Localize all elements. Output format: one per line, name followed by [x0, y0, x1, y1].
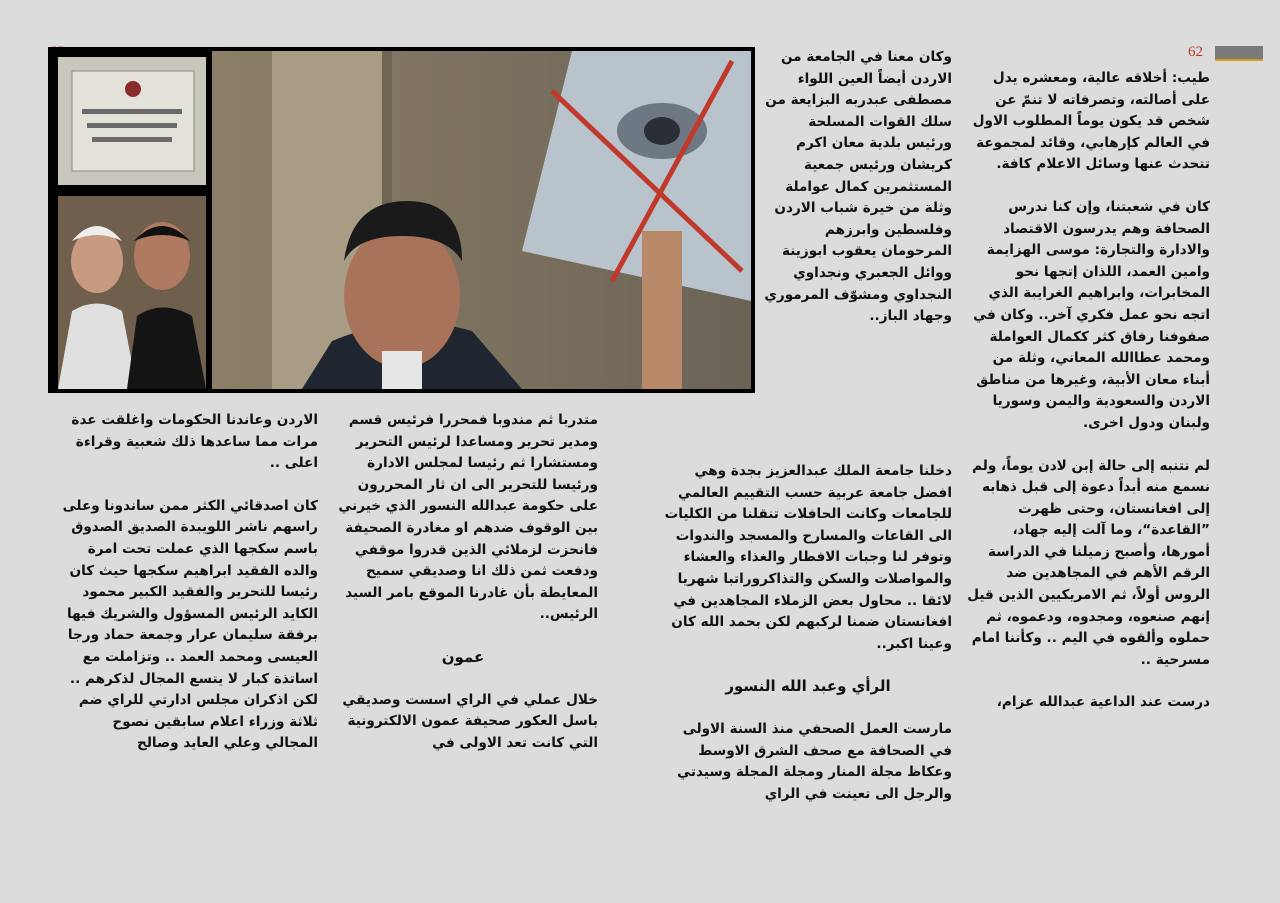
plaque-photo: [58, 57, 206, 185]
paragraph: مارست العمل الصحفي منذ السنة الاولى في الصحافة مع صحف الشرق الاوسط وعكاظ مجلة المنار ومجلة المجلة وسيدتي والرجل الى تعينت في الراي: [677, 720, 952, 802]
photo-collage-graphic: [52, 51, 751, 389]
paragraph: خلال عملي في الراي اسست وصديقي باسل العكور صحيفة عمون الالكترونية التي كانت تعد الاولى في: [342, 691, 598, 751]
paragraph: لم نتنبه إلى حالة إبن لادن يوماً، ولم نسمع منه أبداً دعوة إلى قبل ذهابه إلى افغانستان، وحتى ظهرت ”القاعدة“، وما آلت إليه جهاد، أمورها، وأصبح زميلنا في الدراسة الرقم الأهم في المجاهدين ضد الروس أولاً، ثم الامريكيين الذين قيل إنهم صنعوه، ومجدوه، ودعموه، ثم حملوه وألقوه في اليم .. وكأننا امام مسرحية ..: [967, 457, 1210, 668]
paragraph: وكان معنا في الجامعة من الاردن أيضاً العين اللواء مصطفى عبدربه البزايعة من سلك القوات المسلحة ورئيس بلدية معان اكرم كريشان ورئيس جمعية المستثمرين كمال عواملة وثلة من خيرة شباب الاردن وفلسطين وابرزهم المرحومان يعقوب ابوزينة ووائل الجعبري ونجداوي النجداوي ومشوّف المرموري وجهاد الباز..: [764, 49, 952, 325]
column-right: [964, 68, 1210, 714]
column-middle: [664, 461, 952, 805]
paragraph: طيب: أخلاقه عالية، ومعشره يدل على أصالته، وتصرفاته لا تنمّ عن شخص قد يكون يوماً المطلوب الاول في العالم كإرهابي، وقائد لمجموعة تتحدث عنها وسائل الاعلام كافة.: [972, 70, 1210, 173]
column-left: [56, 410, 318, 755]
paragraph: كان في شعبتنا، وإن كنا ندرس الصحافة وهم يدرسون الاقتصاد والادارة والتجارة: موسى الهزايمة وامين العمد، اللذان إتجها نحو المخابرات، وابراهيم الغرايبة الذي اتجه نحو عمل فكري آخر.. وكان في صفوفنا رفاق كثر ككمال العواملة ومحمد عطاالله المعاني، وثلة من أبناء معان الأبية، وغيرها من مناطق الاردن والسعودية واليمن وسوريا ولبنان ودول اخرى.: [973, 198, 1210, 431]
paragraph: كان اصدقائي الكثر ممن ساندونا وعلى راسهم ناشر اللويبدة الصديق الصدوق باسم سكجها الذي عملت تحت امرة والده الفقيد ابراهيم سكجها حيث كان رئيسا للتحرير والفقيد الكبير محمود الكايد الرئيس المسؤول والشريك فيها برفقة سليمان عرار وجمعة حماد ورجا العيسى ومحمد العمد .. وتزاملت مع اساتذة كبار لا يتسع المجال لذكرهم .. لكن اذكران مجلس ادارتي للراي ضم ثلاثة وزراء اعلام سابقين نصوح المجالي وعلي العايد وصالح: [62, 497, 318, 752]
right-page-number: 62: [1188, 44, 1203, 60]
paragraph: دخلنا جامعة الملك عبدالعزيز بجدة وهي افضل جامعة عربية حسب التقييم العالمي للجامعات وكانت الحافلات تنقلنا من الكليات الى القاعات والمسارح والمسجد والندوات وتوفر لنا وجبات الافطار والغذاء والعشاء والمواصلات والسكن والتذاكروراتبا شهريا لائقا .. محاول بعض الزملاء المجاهدين في افغانستان ضمنا لركبهم لكن بحمد الله كان وعينا اكبر..: [664, 463, 952, 652]
paragraph: درست عند الداعية عبدالله عزام،: [996, 694, 1210, 711]
magazine-logo: [1215, 46, 1263, 61]
section-heading: عمون: [441, 647, 485, 666]
photo-collage: [48, 47, 755, 393]
two-men-photo: [58, 196, 206, 389]
paragraph: الاردن وعاندنا الحكومات واغلقت عدة مرات مما ساعدها ذلك شعبية وقراءة اعلى ..: [71, 412, 318, 472]
column-left-middle: [328, 410, 598, 754]
paragraph: متدربا ثم مندوبا فمحررا فرئيس قسم ومدير تحرير ومساعدا لرئيس التحرير ومستشارا ثم رئيسا لمجلس الادارة ورئيسا للتحرير الى ان ثار المحررون على حكومة عبدالله النسور الذي خيرني بين الوقوف ضدهم او مغادرة الصحيفة فانحزت لزملائي الذين قدروا موقفي ودفعت ثمن ذلك انا وصديقي سميح المعايطة بأن غادرنا الموقع بامر السيد الرئيس..: [338, 412, 598, 623]
column-top-middle: [762, 47, 952, 328]
section-heading: الرأي وعبد الله النسور: [725, 677, 891, 696]
